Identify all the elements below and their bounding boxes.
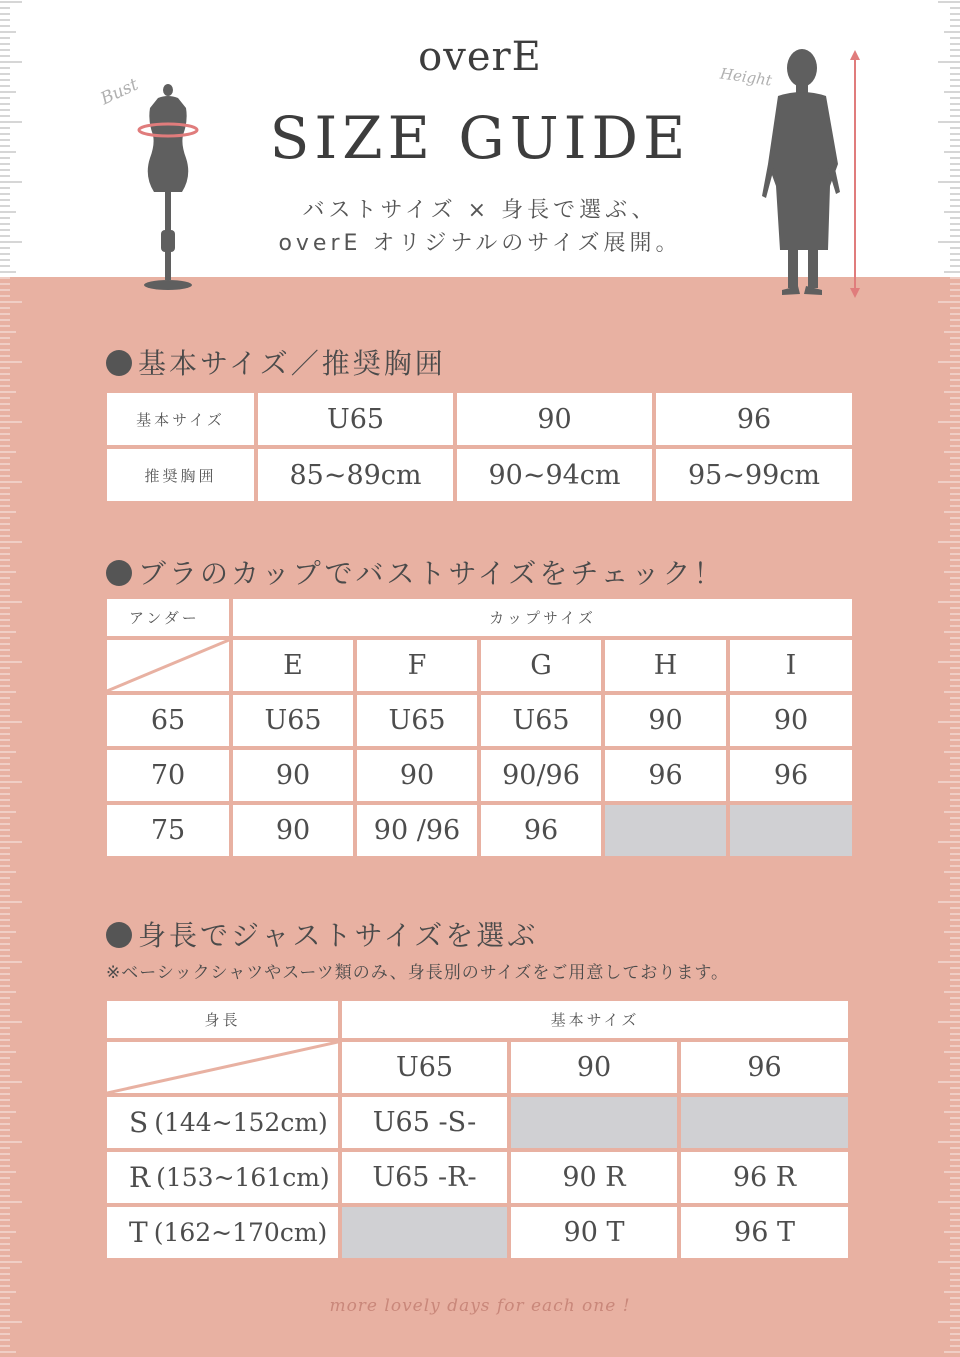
cup-header: H xyxy=(605,640,726,691)
height-row-t xyxy=(107,1207,338,1258)
bullet-dot xyxy=(106,350,132,376)
height-range: (153~161cm) xyxy=(156,1163,330,1192)
cup-cell: 90 xyxy=(357,750,477,801)
cup-cell: 90 xyxy=(233,750,353,801)
mannequin-icon xyxy=(128,80,208,292)
cup-cell: U65 xyxy=(481,695,601,746)
height-row-s xyxy=(107,1097,338,1148)
height-size-cell: 96 T xyxy=(681,1207,848,1258)
section-cup-check-title: ブラのカップでバストサイズをチェック！ xyxy=(138,557,725,590)
basic-size-cell: 90 xyxy=(457,393,652,445)
height-arrow-icon xyxy=(846,48,864,300)
height-size-cell: U65 -R- xyxy=(342,1152,507,1203)
row-label-recommended-bust: 推奨胸囲 xyxy=(107,449,254,501)
bullet-dot xyxy=(106,560,132,586)
height-size-letter: R xyxy=(129,1161,151,1194)
cup-header: E xyxy=(233,640,353,691)
row-label-basic-size: 基本サイズ xyxy=(107,393,254,445)
unavailable-cell xyxy=(730,805,852,856)
base-size-label-header: 基本サイズ xyxy=(342,1001,848,1038)
height-size-cell: 96 R xyxy=(681,1152,848,1203)
height-range: (162~170cm) xyxy=(153,1218,328,1247)
diagonal-header-cell xyxy=(107,640,229,691)
footer-tagline: more lovely days for each one ! xyxy=(329,1296,631,1316)
height-note: ※ベーシックシャツやスーツ類のみ、身長別のサイズをご用意しております。 xyxy=(106,963,729,983)
under-size-75: 75 xyxy=(107,805,229,856)
height-size-letter: T xyxy=(129,1216,148,1249)
subtitle-line-2: overE オリジナルのサイズ展開。 xyxy=(278,231,682,256)
unavailable-cell xyxy=(342,1207,507,1258)
basic-size-cell: U65 xyxy=(258,393,453,445)
page-title: SIZE GUIDE xyxy=(269,104,691,172)
height-size-table xyxy=(107,1001,852,1258)
height-label-header: 身長 xyxy=(107,1001,338,1038)
cup-cell: 90 xyxy=(730,695,852,746)
height-size-letter: S xyxy=(129,1106,149,1139)
cup-cell: 96 xyxy=(730,750,852,801)
cup-header: I xyxy=(730,640,852,691)
basic-size-table xyxy=(107,393,852,501)
height-size-cell: 90 T xyxy=(511,1207,677,1258)
brand-logo: overE xyxy=(418,34,542,80)
diagonal-header-cell xyxy=(107,1042,338,1093)
cup-cell: 96 xyxy=(605,750,726,801)
cup-cell: U65 xyxy=(357,695,477,746)
basic-size-cell: 96 xyxy=(656,393,852,445)
height-size-cell: U65 -S- xyxy=(342,1097,507,1148)
unavailable-cell xyxy=(605,805,726,856)
recommended-bust-cell: 95~99cm xyxy=(656,449,852,501)
size-header: U65 xyxy=(342,1042,507,1093)
person-silhouette-icon xyxy=(756,46,846,298)
height-range: (144~152cm) xyxy=(154,1108,328,1137)
bust-label: Bust xyxy=(97,74,142,110)
recommended-bust-cell: 90~94cm xyxy=(457,449,652,501)
unavailable-cell xyxy=(511,1097,677,1148)
subtitle-line-1: バストサイズ × 身長で選ぶ、 xyxy=(302,198,658,223)
height-size-cell: 90 R xyxy=(511,1152,677,1203)
height-row-r xyxy=(107,1152,338,1203)
section-basic-size-heading xyxy=(106,342,446,382)
cup-size-table xyxy=(107,599,852,856)
recommended-bust-cell: 85~89cm xyxy=(258,449,453,501)
size-header: 90 xyxy=(511,1042,677,1093)
cup-cell: 90 xyxy=(605,695,726,746)
height-label: Height xyxy=(719,64,774,90)
unavailable-cell xyxy=(681,1097,848,1148)
bullet-dot xyxy=(106,922,132,948)
cup-cell: 90 /96 xyxy=(357,805,477,856)
under-size-65: 65 xyxy=(107,695,229,746)
cup-header: G xyxy=(481,640,601,691)
size-header: 96 xyxy=(681,1042,848,1093)
cup-header: F xyxy=(357,640,477,691)
cup-cell: 96 xyxy=(481,805,601,856)
cup-cell: 90/96 xyxy=(481,750,601,801)
section-height-heading xyxy=(106,914,538,954)
section-height-title: 身長でジャストサイズを選ぶ xyxy=(138,919,539,952)
under-size-70: 70 xyxy=(107,750,229,801)
section-basic-size-title: 基本サイズ／推奨胸囲 xyxy=(138,347,446,380)
under-label: アンダー xyxy=(107,599,229,636)
cup-size-label: カップサイズ xyxy=(233,599,852,636)
cup-cell: U65 xyxy=(233,695,353,746)
section-cup-check-heading xyxy=(106,552,724,592)
cup-cell: 90 xyxy=(233,805,353,856)
